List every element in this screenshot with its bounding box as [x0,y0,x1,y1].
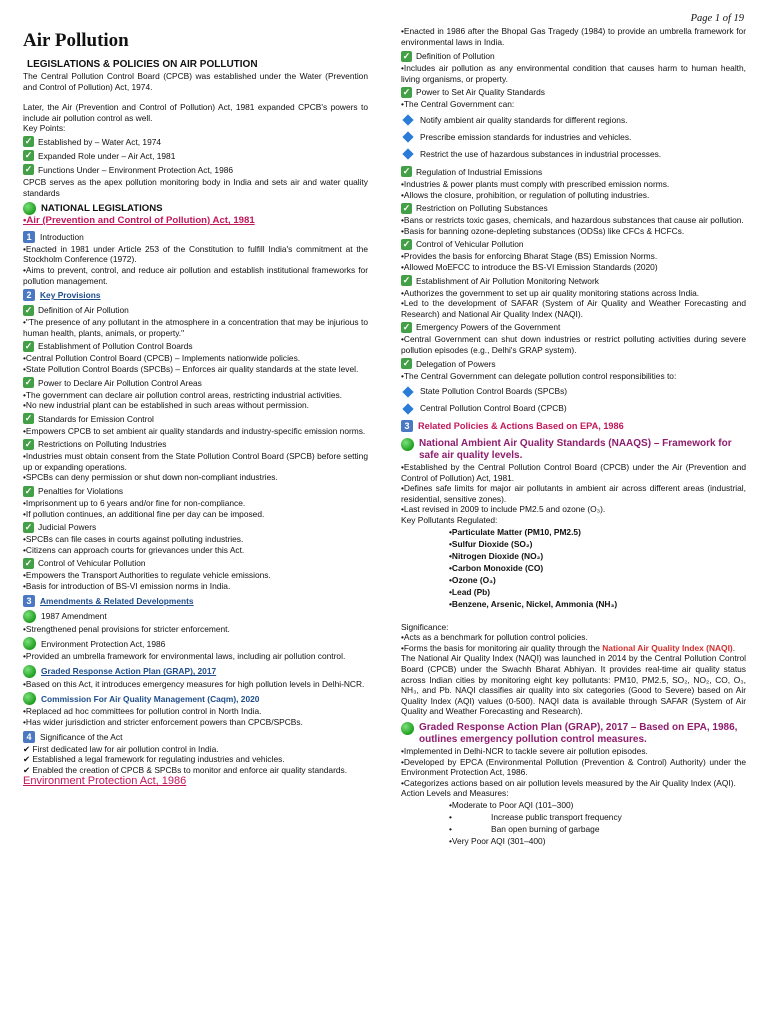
key-point: ✓ Expanded Role under – Air Act, 1981 [24,150,176,161]
green-circle-icon [23,610,36,623]
provision-heading: ✓ Control of Vehicular Pollution [24,557,146,569]
epa-link[interactable]: Environment Protection Act, 1986 [23,775,187,788]
paragraph: •No new industrial plant can be established in such areas without permission. [23,400,309,411]
paragraph: •Bans or restricts toxic gases, chemicals, and hazardous substances that cause air pollution. [401,215,744,226]
diamond-item: State Pollution Control Boards (SPCBs) [401,386,746,397]
paragraph: •Imprisonment up to 6 years and/or fine for non-compliance. [23,498,246,509]
paragraph: •Based on this Act, it introduces emergency measures for high pollution levels in Delhi-NCR. [23,678,365,689]
checkmark-icon: ✓ [402,86,411,97]
green-circle-icon [401,438,414,451]
action-level: •Moderate to Poor AQI (101–300) [449,799,574,810]
amendment-heading [23,692,368,705]
paragraph: •Aims to prevent, control, and reduce air pollution and establish institutional frameworks for pollution management. [23,264,368,286]
paragraph: Action Levels and Measures: [401,788,509,799]
number-3-icon: 3 [401,420,413,432]
paragraph: •Enacted in 1981 under Article 253 of the Constitution to fulfill India's commitment at the Stockholm Conference (1972). [23,243,368,265]
provision-heading: ✓ Emergency Powers of the Government [402,321,561,333]
paragraph: •Acts as a benchmark for pollution control policies. [401,632,588,643]
diamond-item: Central Pollution Control Board (CPCB) [401,403,746,414]
paragraph: CPCB serves as the apex pollution monitoring body in India and sets air and water quality standards [23,176,368,198]
paragraph: •Allowed MoEFCC to introduce the BS-VI Emission Standards (2020) [401,261,658,272]
checkmark-icon: ✓ [24,340,33,351]
paragraph: •The government can declare air pollution control areas, restricting industrial activities. [23,389,343,400]
paragraph: •Basis for banning ozone-depleting substances (ODSs) like CFCs & HCFCs. [401,225,685,236]
blue-diamond-icon [402,149,413,160]
provision-heading: ✓ Establishment of Pollution Control Boards [24,340,193,352]
paragraph: Later, the Air (Prevention and Control of Pollution) Act, 1981 expanded CPCB's powers to include air pollution control as well. [23,102,368,123]
right-column [401,26,746,847]
paragraph: •Central Pollution Control Board (CPCB) – Implements nationwide policies. [23,353,301,364]
paragraph: •The Central Government can delegate pollution control responsibilities to: [401,370,677,381]
paragraph: Significance: [401,621,449,632]
number-4-icon: 4 [23,731,35,743]
paragraph: Key Pollutants Regulated: [401,515,498,526]
paragraph: •SPCBs can file cases in courts against polluting industries. [23,534,244,545]
grap-heading: Graded Response Action Plan (GRAP), 2017 – Based on EPA, 1986, outlines emergency pollution control measures. [401,722,746,746]
provision-heading: ✓ Restriction on Polluting Substances [402,202,548,214]
paragraph: •State Pollution Control Boards (SPCBs) – Enforces air quality standards at the state level. [23,363,359,374]
checkmark-icon: ✓ [402,238,411,249]
blue-diamond-icon [402,132,413,143]
pollutant-item: •Carbon Monoxide (CO) [449,562,544,573]
air-act-link[interactable]: •Air (Prevention and Control of Pollution) Act, 1981 [23,215,255,227]
provision-heading: ✓ Restrictions on Polluting Industries [24,438,167,450]
paragraph: •Provided an umbrella framework for environmental laws, including air pollution control. [23,651,346,662]
paragraph: •Central Government can shut down industries or restrict polluting activities during severe pollution episodes (e.g., Delhi's GRAP system). [401,334,746,355]
checkmark-icon: ✓ [24,136,33,147]
green-circle-icon [23,202,36,215]
caqm-heading: Commission For Air Quality Management (Caqm), 2020 [41,693,260,704]
diamond-item: Restrict the use of hazardous substances in industrial processes. [401,149,746,160]
green-circle-icon [23,637,36,650]
number-1-icon: 1 [23,231,35,243]
subsection-heading: 1 Introduction [23,231,368,243]
blue-diamond-icon [402,386,413,397]
key-point: ✓ Functions Under – Environment Protection Act, 1986 [24,164,234,175]
action-measure: • Ban open burning of garbage [449,823,600,834]
number-2-icon: 2 [23,289,35,301]
paragraph: •Provides the basis for enforcing Bharat Stage (BS) Emission Norms. [401,251,658,262]
paragraph: ✔ Enabled the creation of CPCB & SPCBs to monitor and enforce air quality standards. [23,764,348,775]
paragraph: •Categorizes actions based on air pollution levels measured by the Air Quality Index (AQI). [401,777,736,788]
pollutant-item: •Nitrogen Dioxide (NO₂) [449,550,544,561]
checkmark-icon: ✓ [402,166,411,177]
paragraph: •Citizens can approach courts for grievances under this Act. [23,544,245,555]
paragraph: •Established by the Central Pollution Control Board (CPCB) under the Air (Prevention and Control of Pollution) Act, 1981. [401,462,746,483]
key-point: ✓ Established by – Water Act, 1974 [24,136,162,147]
amendment-heading [23,665,368,678]
diamond-item: Prescribe emission standards for industries and vehicles. [401,132,746,143]
provision-heading: ✓ Power to Declare Air Pollution Control Areas [24,377,202,388]
paragraph: •Has wider jurisdiction and stricter enforcement powers than CPCB/SPCBs. [23,717,303,727]
subsection-heading [401,420,746,432]
paragraph: •Forms the basis for monitoring air quality through the National Air Quality Index (NAQI). [401,642,736,653]
checkmark-icon: ✓ [24,164,33,175]
provision-heading: ✓ Definition of Air Pollution [24,304,129,316]
paragraph: ✔ Established a legal framework for regulating industries and vehicles. [23,754,285,765]
checkmark-icon: ✓ [24,485,33,496]
document-title: Air Pollution [23,30,129,51]
amendment-heading: Environment Protection Act, 1986 [23,637,368,650]
checkmark-icon: ✓ [24,438,33,449]
provision-heading: ✓ Delegation of Powers [402,358,496,369]
paragraph: •If pollution continues, an additional fine per day can be imposed. [23,508,265,519]
provision-heading: ✓ Control of Vehicular Pollution [402,238,524,250]
action-measure: • Increase public transport frequency [449,811,622,822]
provision-heading: ✓ Establishment of Air Pollution Monitoring Network [402,275,599,286]
green-circle-icon [23,692,36,705]
provision-heading: ✓ Penalties for Violations [24,485,124,497]
related-policies-heading: Related Policies & Actions Based on EPA, 1986 [418,421,624,432]
paragraph: •Led to the development of SAFAR (System of Air Quality and Weather Forecasting and Research) and National Air Quality Index (NAQI). [401,298,746,319]
checkmark-icon: ✓ [402,321,411,332]
checkmark-icon: ✓ [24,150,33,161]
green-circle-icon [23,665,36,678]
provision-heading: ✓ Standards for Emission Control [24,413,154,424]
paragraph: •Basis for introduction of BS-VI emission norms in India. [23,581,231,592]
paragraph: •Industries & power plants must comply with prescribed emission norms. [401,178,670,189]
paragraph: •Empowers the Transport Authorities to regulate vehicle emissions. [23,570,271,581]
national-legislations-heading: NATIONAL LEGISLATIONS [23,202,368,215]
paragraph: Key Points: [23,123,66,134]
left-column [23,30,368,788]
paragraph: •SPCBs can deny permission or shut down non-compliant industries. [23,472,278,483]
key-provisions-link[interactable]: Key Provisions [40,290,101,301]
naqi-highlight: National Air Quality Index (NAQI) [602,642,733,653]
provision-heading: ✓ Regulation of Industrial Emissions [402,166,543,177]
blue-diamond-icon [402,403,413,414]
paragraph: •Includes air pollution as any environmental condition that causes harm to human health, living organisms, or property. [401,63,746,84]
paragraph: •Implemented in Delhi-NCR to tackle severe air pollution episodes. [401,746,648,756]
paragraph: •Empowers CPCB to set ambient air quality standards and industry-specific emission norms. [23,425,366,436]
number-3-icon: 3 [23,595,35,607]
checkmark-icon: ✓ [402,50,411,61]
paragraph: •The Central Government can: [401,99,515,110]
green-circle-icon [401,722,414,735]
checkmark-icon: ✓ [402,275,411,286]
checkmark-icon: ✓ [24,377,33,387]
provision-heading: ✓ Definition of Pollution [402,50,495,62]
subsection-heading [23,595,368,607]
paragraph: •"The presence of any pollutant in the atmosphere in a concentration that may be injurious to human health, plants, animals, or property." [23,317,368,338]
paragraph: •Strengthened penal provisions for stricter enforcement. [23,623,230,634]
checkmark-icon: ✓ [402,358,411,368]
paragraph: •Defines safe limits for major air pollutants in ambient air across different areas (industrial, residential, sensitive zones). [401,483,746,504]
checkmark-icon: ✓ [402,202,411,213]
diamond-item: Notify ambient air quality standards for different regions. [401,115,746,126]
checkmark-icon: ✓ [24,304,33,315]
paragraph: •Replaced ad hoc committees for pollution control in North India. [23,706,262,717]
blue-diamond-icon [402,115,413,126]
paragraph: ✔ First dedicated law for air pollution control in India. [23,743,219,754]
paragraph: •Industries must obtain consent from the State Pollution Control Board (SPCB) before setting up or expanding operations. [23,451,368,472]
pollutant-item: •Benzene, Arsenic, Nickel, Ammonia (NH₃) [449,598,618,609]
paragraph: The National Air Quality Index (NAQI) was launched in 2014 by the Central Pollution Control Board (CPCB) under the Swachh Bharat Abhiyan. It provides real-time air quality status across Indian cities by monitoring eight key pollutants: PM10, PM2.5, SO₂, NO₂, CO, O₃, NH₃, and Pb. NAQI classifies air quality into six categories (Good to Severe) based on Air Quality Index (AQI) values (0-500). NAQI data is available through SAFAR (System of Air Quality and Weather Forecasting and Research). [401,653,746,717]
paragraph: The Central Pollution Control Board (CPCB) was established under the Water (Prevention and Control of Pollution) Act, 1974. [23,71,368,92]
pollutant-item: •Sulfur Dioxide (SO₂) [449,538,533,549]
paragraph: •Authorizes the government to set up air quality monitoring stations across India. [401,287,700,298]
action-level: •Very Poor AQI (301–400) [449,835,546,846]
checkmark-icon: ✓ [24,557,33,568]
pollutant-item: •Particulate Matter (PM10, PM2.5) [449,526,581,537]
amendment-heading: 1987 Amendment [23,610,368,623]
pollutant-item: •Lead (Pb) [449,586,491,597]
checkmark-icon: ✓ [24,521,33,532]
provision-heading: ✓ Judicial Powers [24,521,97,533]
subsection-heading [23,289,368,301]
paragraph: •Allows the closure, prohibition, or regulation of polluting industries. [401,189,650,200]
paragraph: •Enacted in 1986 after the Bhopal Gas Tragedy (1984) to provide an umbrella framework for environmental laws in India. [401,26,746,47]
section-heading: LEGISLATIONS & POLICIES ON AIR POLLUTION [27,59,258,70]
amendments-link[interactable]: Amendments & Related Developments [40,595,194,606]
grap-link[interactable]: Graded Response Action Plan (GRAP), 2017 [41,666,217,677]
checkmark-icon: ✓ [24,413,33,424]
naaqs-heading: National Ambient Air Quality Standards (NAAQS) – Framework for safe air quality levels. [401,438,746,462]
paragraph: •Developed by EPCA (Environmental Pollution (Prevention & Control) Authority) under the Environment Protection Act, 1986. [401,756,746,778]
provision-heading: ✓ Power to Set Air Quality Standards [402,86,545,98]
pollutant-item: •Ozone (O₃) [449,574,496,585]
page-number: Page 1 of 19 [690,13,744,24]
subsection-heading: 4 Significance of the Act [23,731,368,743]
paragraph: •Last revised in 2009 to include PM2.5 and ozone (O₃). [401,504,606,515]
